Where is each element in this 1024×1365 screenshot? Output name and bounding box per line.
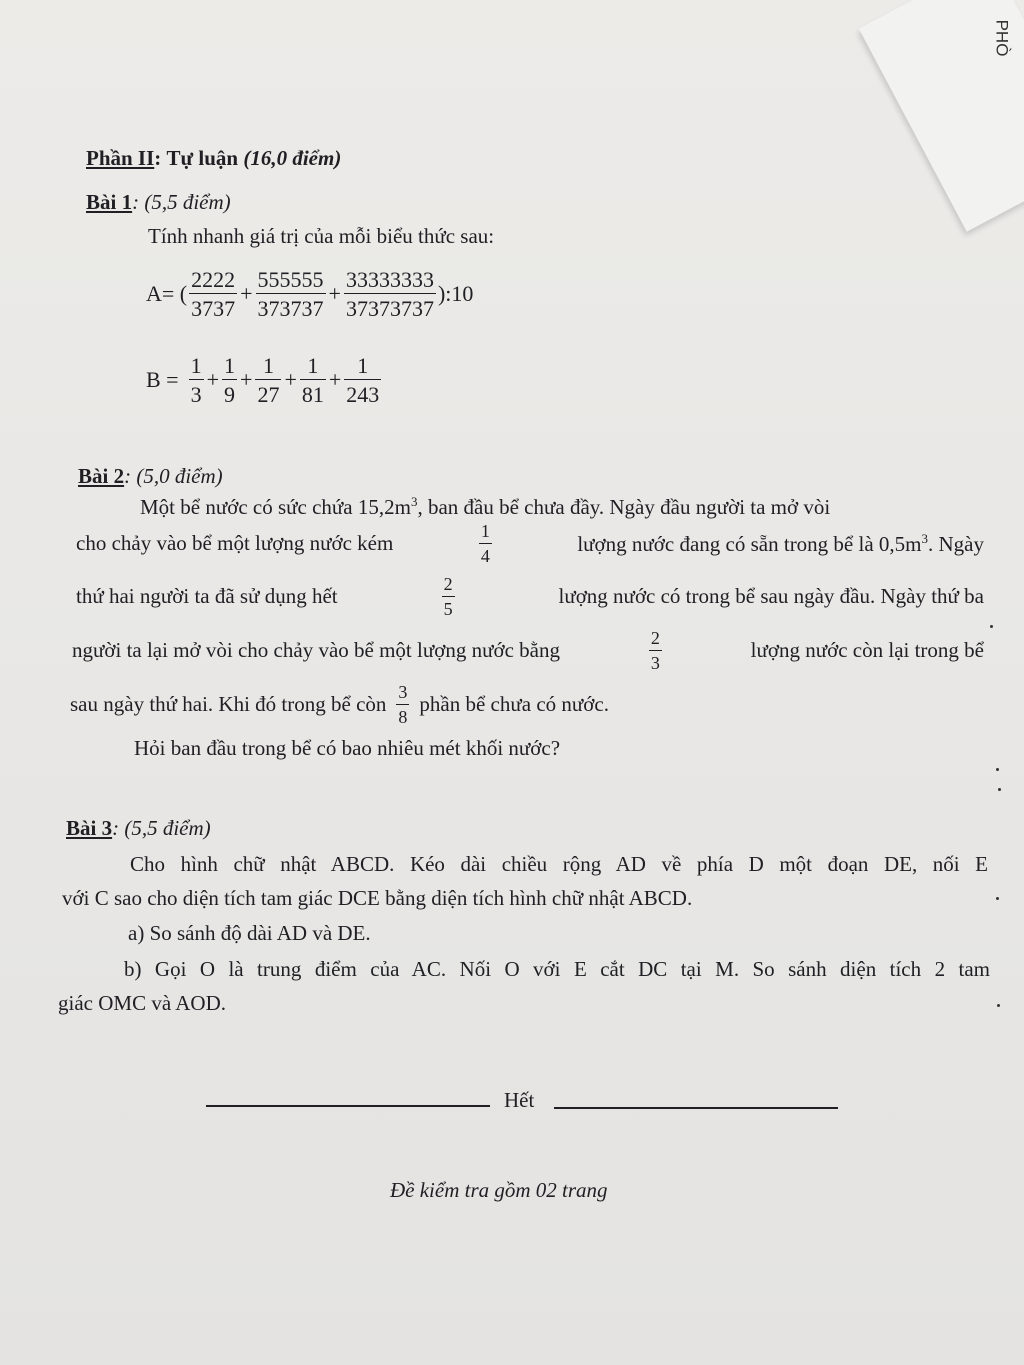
numerator: 2 [650,628,660,648]
superscript: 3 [410,494,418,509]
denominator: 3 [189,379,204,406]
bai3-label: Bài 3 [66,816,113,840]
text-group [577,531,984,557]
section-number: Phần II [86,146,155,170]
speck [996,768,999,771]
text: , ban đầu bể chưa đầy. Ngày đầu người ta mở vòi [417,495,831,519]
bai3-line-2: với C sao cho diện tích tam giác DCE bằng diện tích hình chữ nhật ABCD. [62,886,693,910]
expression-b [146,354,383,406]
text: lượng nước đang có sẵn trong bể là 0,5m [577,531,922,556]
expr-b-lhs: B = [146,367,179,393]
superscript: 3 [921,530,928,546]
bai1-label: Bài 1 [86,190,133,214]
denominator: 9 [222,379,237,406]
expr-b-frac-2 [222,354,237,406]
bai1-heading [86,190,231,215]
speck [998,788,1001,791]
expr-a-frac-1 [189,268,237,320]
text: sau ngày thứ hai. Khi đó trong bể còn [70,692,387,717]
bai2-points: : (5,0 điểm) [124,464,223,488]
bai3-part-a: a) So sánh độ dài AD và DE. [128,921,371,945]
footer-note: Đề kiểm tra gồm 02 trang [390,1178,608,1202]
numerator: 1 [262,353,274,378]
end-rule-left [206,1105,490,1107]
end-text: Hết [504,1088,535,1112]
text: thứ hai người ta đã sử dụng hết [76,584,338,609]
numerator: 3 [398,682,408,702]
expr-a-lhs: A= ( [146,281,188,307]
numerator: 1 [190,353,202,378]
text: lượng nước còn lại trong bể [750,638,984,663]
denominator: 3737 [189,293,237,320]
plus-sign: + [240,281,253,307]
plus-sign: + [328,367,342,393]
speck [990,625,993,628]
denominator: 37373737 [344,293,436,320]
expr-b-frac-1 [189,354,204,406]
speck [997,1004,1000,1007]
numerator: 1 [224,353,236,378]
text: lượng nước có trong bể sau ngày đầu. Ngày thứ ba [558,584,984,609]
bai3-heading [66,816,211,841]
bai2-line-3 [76,575,984,619]
bai2-label: Bài 2 [78,464,125,488]
text: phần bể chưa có nước. [419,692,609,717]
numerator: 555555 [257,267,324,292]
numerator: 1 [480,521,490,541]
denominator: 27 [255,379,281,406]
section-header [86,146,341,171]
fraction-three-eighths [396,683,409,727]
bai1-intro: Tính nhanh giá trị của mỗi biểu thức sau: [148,224,495,248]
fraction-two-fifths [442,575,455,619]
speck [996,897,999,900]
denominator: 3 [649,650,662,673]
bai2-question: Hỏi ban đầu trong bể có bao nhiêu mét khối nước? [134,736,561,760]
expr-a-frac-3 [344,268,436,320]
bai2-line-5 [70,683,609,727]
numerator: 2 [443,574,453,594]
plus-sign: + [240,367,253,393]
end-rule-right [554,1107,838,1109]
fraction-two-thirds [649,629,662,673]
plus-sign: + [328,281,341,307]
section-title: Tự luận [166,146,239,170]
numerator: 2222 [191,267,236,292]
bai3-part-b-line-2: giác OMC và AOD. [58,991,226,1015]
expr-b-frac-3 [255,354,281,406]
expr-b-frac-4 [300,354,326,406]
fraction-one-quarter [479,522,492,566]
expr-a-tail: ):10 [437,281,474,307]
plus-sign: + [284,367,297,393]
plus-sign: + [206,367,220,393]
bai3-points: : (5,5 điểm) [112,816,211,840]
bai2-line-2 [76,522,984,566]
bai2-line-1 [140,494,984,520]
text: cho chảy vào bể một lượng nước kém [76,531,394,556]
numerator: 1 [357,353,369,378]
bai1-points: : (5,5 điểm) [132,190,231,214]
header-colon: : [154,146,162,170]
expr-b-frac-5 [344,354,381,406]
numerator: 1 [307,353,319,378]
bai3-line-1: Cho hình chữ nhật ABCD. Kéo dài chiều rộng AD về phía D một đoạn DE, nối E [130,852,988,876]
denominator: 8 [396,704,409,727]
denominator: 81 [300,379,326,406]
denominator: 4 [479,543,492,566]
section-points: (16,0 điểm) [243,146,342,170]
text: người ta lại mở vòi cho chảy vào bể một lượng nước bằng [72,638,560,663]
denominator: 5 [442,596,455,619]
denominator: 373737 [256,293,326,320]
text: Một bể nước có sức chứa 15,2m [140,495,411,519]
bai2-heading [78,464,223,489]
numerator: 33333333 [345,267,434,292]
corner-label: PHÒ [992,19,1012,57]
bai2-line-1-text [140,494,830,520]
expr-a-frac-2 [256,268,326,320]
text: . Ngày [928,531,984,556]
expression-a [146,268,473,320]
bai3-part-b-line-1: b) Gọi O là trung điểm của AC. Nối O với E cắt DC tại M. So sánh diện tích 2 tam [124,957,990,981]
bai2-line-4 [72,629,984,673]
denominator: 243 [344,379,381,406]
